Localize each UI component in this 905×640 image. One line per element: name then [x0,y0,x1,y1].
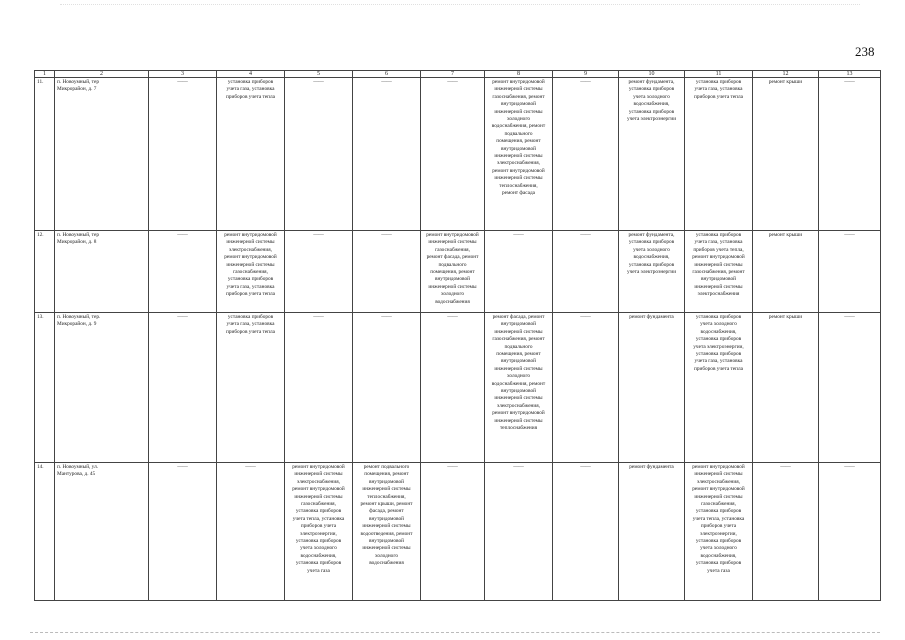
table-cell: —— [421,313,485,463]
table-cell: —— [553,231,619,313]
table-row [35,313,881,463]
table-cell: —— [149,313,217,463]
table-cell: —— [819,78,881,231]
table-row [35,78,881,231]
page-number: 238 [855,44,875,59]
table-cell: ремонт внутридомовой инженерной системы газоснабжения, ремонт внутридомовой инженерной системы холодного водоснабжения, ремонт подвального помещения, ремонт внутридомовой инженерной системы электроснабжения, ремонт внутридомовой инженерной системы теплоснабжения, ремонт фасада [485,78,553,231]
row-number: 14. [35,463,55,601]
table-cell: —— [485,231,553,313]
table-cell: —— [149,463,217,601]
table-cell: установка приборов учета газа, установка приборов учета тепла, ремонт внутридомовой инженерной системы газоснабжения, ремонт внутридомовой инженерной системы электроснабжения [685,231,753,313]
table-cell: ремонт внутридомовой инженерной системы электроснабжения, ремонт внутридомовой инженерной системы газоснабжения, установка приборов учета тепла, установка приборов учета электроэнергии, установка приборов учета холодного водоснабжения, установка приборов учета газа [285,463,353,601]
table-cell: —— [353,313,421,463]
row-number: 12. [35,231,55,313]
table-cell: —— [819,463,881,601]
table-cell: —— [819,231,881,313]
column-header: 13 [819,71,881,78]
address-cell: п. Новоумный, тер. Микрорайон, д. 9 [55,313,149,463]
table-row [35,463,881,601]
address-cell: п. Новоумный, ул. Мантурова, д. 45 [55,463,149,601]
address-cell: п. Новоумный, тер Микрорайон, д. 8 [55,231,149,313]
column-header: 7 [421,71,485,78]
column-header: 3 [149,71,217,78]
table-cell: ремонт фасада, ремонт внутридомовой инженерной системы газоснабжения, ремонт подвального помещения, ремонт внутридомовой инженерной системы холодного водоснабжения, ремонт внутридомовой инженерной системы электроснабжения, ремонт внутридомовой инженерной системы теплоснабжения [485,313,553,463]
table-cell: —— [217,463,285,601]
table-cell: установка приборов учета газа, установка приборов учета тепла [217,313,285,463]
table-cell: установка приборов учета газа, установка приборов учета тепла [217,78,285,231]
table-row [35,231,881,313]
table-cell: ремонт крыши [753,231,819,313]
table-cell: ремонт внутридомовой инженерной системы электроснабжения, ремонт внутридомовой инженерной системы газоснабжения, установка приборов учета тепла, установка приборов учета электроэнергии, установка приборов учета холодного водоснабжения, установка приборов учета газа [685,463,753,601]
table-cell: —— [353,78,421,231]
header-row [35,71,881,78]
table-cell: ремонт фундамента [619,313,685,463]
table-cell: —— [285,231,353,313]
column-header: 1 [35,71,55,78]
table-cell: ремонт крыши [753,313,819,463]
table-cell: —— [553,78,619,231]
table-cell: —— [149,78,217,231]
table-cell: —— [553,313,619,463]
table-cell: —— [421,463,485,601]
table-cell: —— [421,78,485,231]
table-cell: —— [753,463,819,601]
scan-artifact-bottom [30,632,880,635]
table-cell: ремонт внутридомовой инженерной системы электроснабжения, ремонт внутридомовой инженерной системы газоснабжения, установка приборов учета газа, установка приборов учета тепла [217,231,285,313]
scan-artifact-top [60,4,860,6]
repair-works-table [34,70,881,601]
column-header: 4 [217,71,285,78]
table-cell: установка приборов учета холодного водоснабжения, установка приборов учета электроэнергии, установка приборов учета газа, установка приборов учета тепла [685,313,753,463]
column-header: 9 [553,71,619,78]
table-cell: —— [285,313,353,463]
table-cell: ремонт подвального помещения, ремонт внутридомовой инженерной системы теплоснабжения, ремонт крыши, ремонт фасада, ремонт внутридомовой инженерной системы водоотведения, ремонт внутридомовой инженерной системы холодного водоснабжения [353,463,421,601]
table-cell: ремонт крыши [753,78,819,231]
table-cell: —— [149,231,217,313]
table-cell: —— [485,463,553,601]
column-header: 12 [753,71,819,78]
row-number: 11. [35,78,55,231]
table-cell: ремонт внутридомовой инженерной системы газоснабжения, ремонт фасада, ремонт подвального помещения, ремонт внутридомовой инженерной системы холодного водоснабжения [421,231,485,313]
column-header: 6 [353,71,421,78]
table-cell: ремонт фундамента [619,463,685,601]
column-header: 11 [685,71,753,78]
address-cell: п. Новоумный, тер Микрорайон, д. 7 [55,78,149,231]
column-header: 2 [55,71,149,78]
table-cell: —— [819,313,881,463]
table-cell: ремонт фундамента, установка приборов учета холодного водоснабжения, установка приборов учета электроэнергии [619,78,685,231]
column-header: 8 [485,71,553,78]
repair-works-table-container [34,70,881,601]
table-cell: —— [285,78,353,231]
row-number: 13. [35,313,55,463]
table-cell: ремонт фундамента, установка приборов учета холодного водоснабжения, установка приборов учета электроэнергии [619,231,685,313]
column-header: 10 [619,71,685,78]
column-header: 5 [285,71,353,78]
table-cell: —— [553,463,619,601]
table-cell: —— [353,231,421,313]
table-cell: установка приборов учета газа, установка приборов учета тепла [685,78,753,231]
